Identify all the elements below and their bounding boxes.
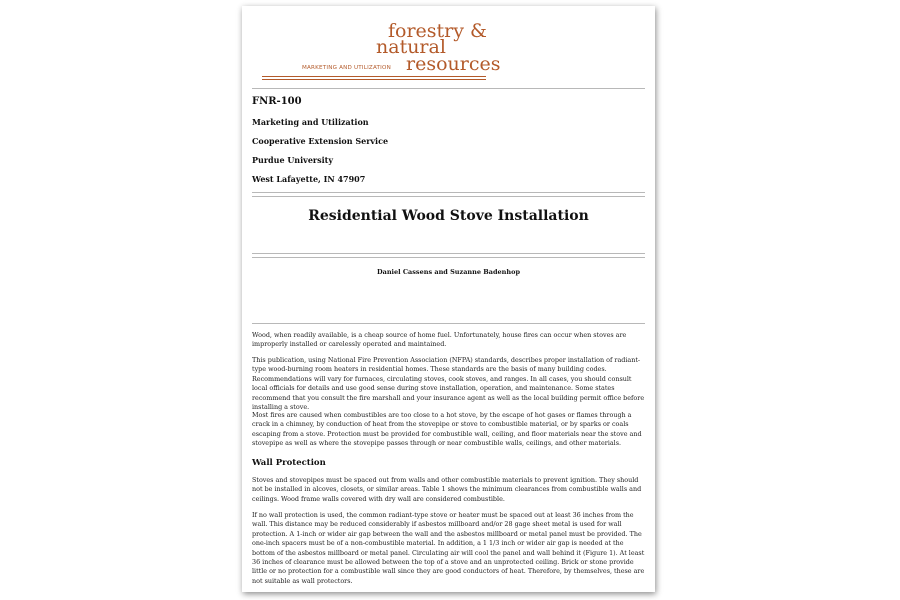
publication-code: FNR-100: [252, 96, 302, 107]
document-page: [242, 6, 655, 592]
section-paragraph: Stoves and stovepipes must be spaced out from walls and other combustible materials to prevent ignition. They should not be installed in alcoves, closets, or similar areas. Table 1 shows the minimum clearances from combustible walls and ceilings. Wood frame walls covered with dry wall are considered combustible.: [252, 476, 642, 503]
logo-word-forestry: forestry &: [388, 20, 487, 42]
divider: [252, 192, 645, 193]
intro-paragraph: Wood, when readily available, is a cheap source of home fuel. Unfortunately, house fires can occur when stoves are improperly installed or carelessly operated and maintained.: [252, 331, 627, 349]
divider: [252, 196, 645, 197]
logo-rule: [262, 76, 486, 77]
authors: Daniel Cassens and Suzanne Badenhop: [376, 268, 521, 276]
intro-paragraph: This publication, using National Fire Prevention Association (NFPA) standards, describes proper installation of radiant-type wood-burning room heaters in residential homes. These standards are the basis of many building codes. Recommendations will vary for furnaces, circulating stoves, cook stoves, and ranges. In all cases, you should consult local officials for details and use good sense during stove installation, operation, and maintenance. Some states recommend that you consult the fire marshall and your insurance agent as well as the local building permit office before installing a stove.: [252, 356, 645, 412]
logo-word-resources: resources: [406, 53, 501, 75]
document-title: Residential Wood Stove Installation: [308, 208, 589, 224]
divider: [252, 253, 645, 254]
divider: [252, 323, 645, 324]
logo-rule: [262, 79, 486, 80]
service-name: Cooperative Extension Service: [252, 136, 389, 146]
logo-word-natural: natural: [376, 36, 446, 58]
divider: [252, 257, 645, 258]
section-paragraph: If no wall protection is used, the common radiant-type stove or heater must be spaced out at least 36 inches from the wall. This distance may be reduced considerably if asbestos millboard and/or 28 gage sheet metal is used for wall protection. A 1-inch or wider air gap between the wall and the asbestos millboard or metal panel must be provided. The one-inch spacers must be of a non-combustible material. In addition, a 1 1/3 inch or wider air gap is needed at the bottom of the asbestos millboard or metal panel. Circulating air will cool the panel and wall behind it (Figure 1). At least 36 inches of clearance must be allowed between the top of a stove and an unprotected ceiling. Brick or stone provide little or no protection for a combustible wall since they are good conductors of heat. Therefore, by themselves, these are not suitable as wall protectors.: [252, 511, 645, 585]
university-name: Purdue University: [252, 155, 334, 165]
logo-subtitle: MARKETING AND UTILIZATION: [302, 65, 392, 71]
section-heading: Wall Protection: [252, 458, 326, 468]
address: West Lafayette, IN 47907: [252, 174, 366, 184]
intro-paragraph: Most fires are caused when combustibles are too close to a hot stove, by the escape of hot gases or flames through a crack in a chimney, by conduction of heat from the stovepipe or stove to combustible material, or by sparks or coals escaping from a stove. Protection must be provided for combustible wall, ceiling, and floor materials near the stove and stovepipe as well as where the stovepipe passes through or near combustible walls, ceilings, and other materials.: [252, 411, 642, 448]
forestry-natural-resources-logo: [260, 20, 501, 86]
divider: [252, 88, 645, 89]
department-name: Marketing and Utilization: [252, 117, 369, 127]
